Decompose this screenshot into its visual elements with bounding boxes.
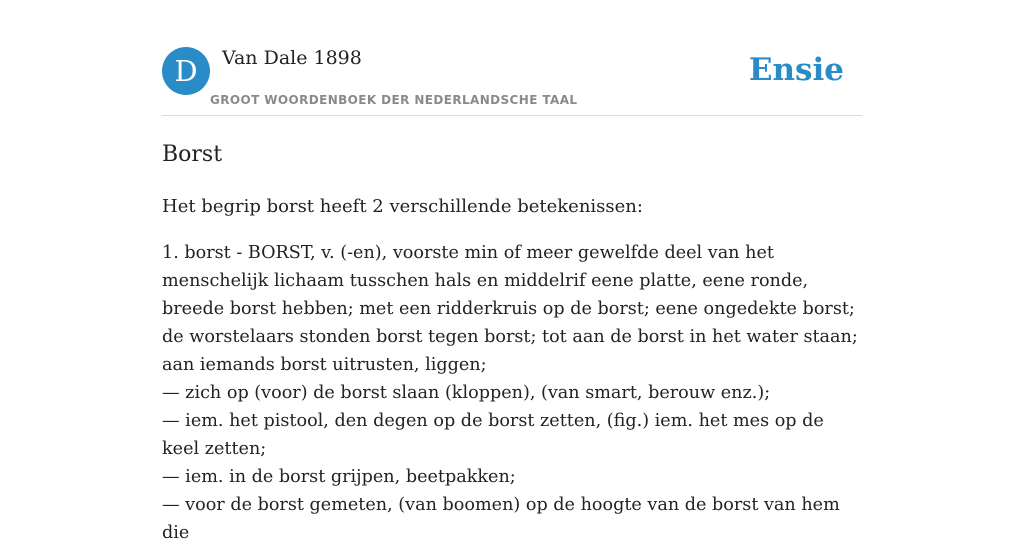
- definition-line: — iem. het pistool, den degen op de borst zetten, (fig.) iem. het mes op de keel zetten;: [162, 411, 824, 459]
- dictionary-logo[interactable]: D: [162, 47, 210, 95]
- definition-text: [162, 239, 862, 547]
- brand-logo[interactable]: Ensie: [748, 52, 844, 88]
- entry-intro: Het begrip borst heeft 2 verschillende betekenissen:: [162, 196, 643, 217]
- dictionary-header: [162, 46, 862, 116]
- entry-word: Borst: [162, 142, 223, 167]
- definition-line: — voor de borst gemeten, (van boomen) op de hoogte van de borst van hem die: [162, 495, 840, 543]
- dictionary-title[interactable]: Van Dale 1898: [222, 47, 362, 69]
- definition-line: 1. borst - BORST, v. (-en), voorste min of meer gewelfde deel van het menschelijk lichaam tusschen hals en middelrif eene platte, eene ronde, breede borst hebben; met een ridderkruis op de borst; eene ongedekte borst; de worstelaars stonden borst tegen borst; tot aan de borst in het water staan; aan iemands borst uitrusten, liggen;: [162, 243, 858, 375]
- definition-line: — zich op (voor) de borst slaan (kloppen), (van smart, berouw enz.);: [162, 383, 771, 403]
- dictionary-subtitle: GROOT WOORDENBOEK DER NEDERLANDSCHE TAAL: [210, 93, 578, 107]
- definition-line: — iem. in de borst grijpen, beetpakken;: [162, 467, 516, 487]
